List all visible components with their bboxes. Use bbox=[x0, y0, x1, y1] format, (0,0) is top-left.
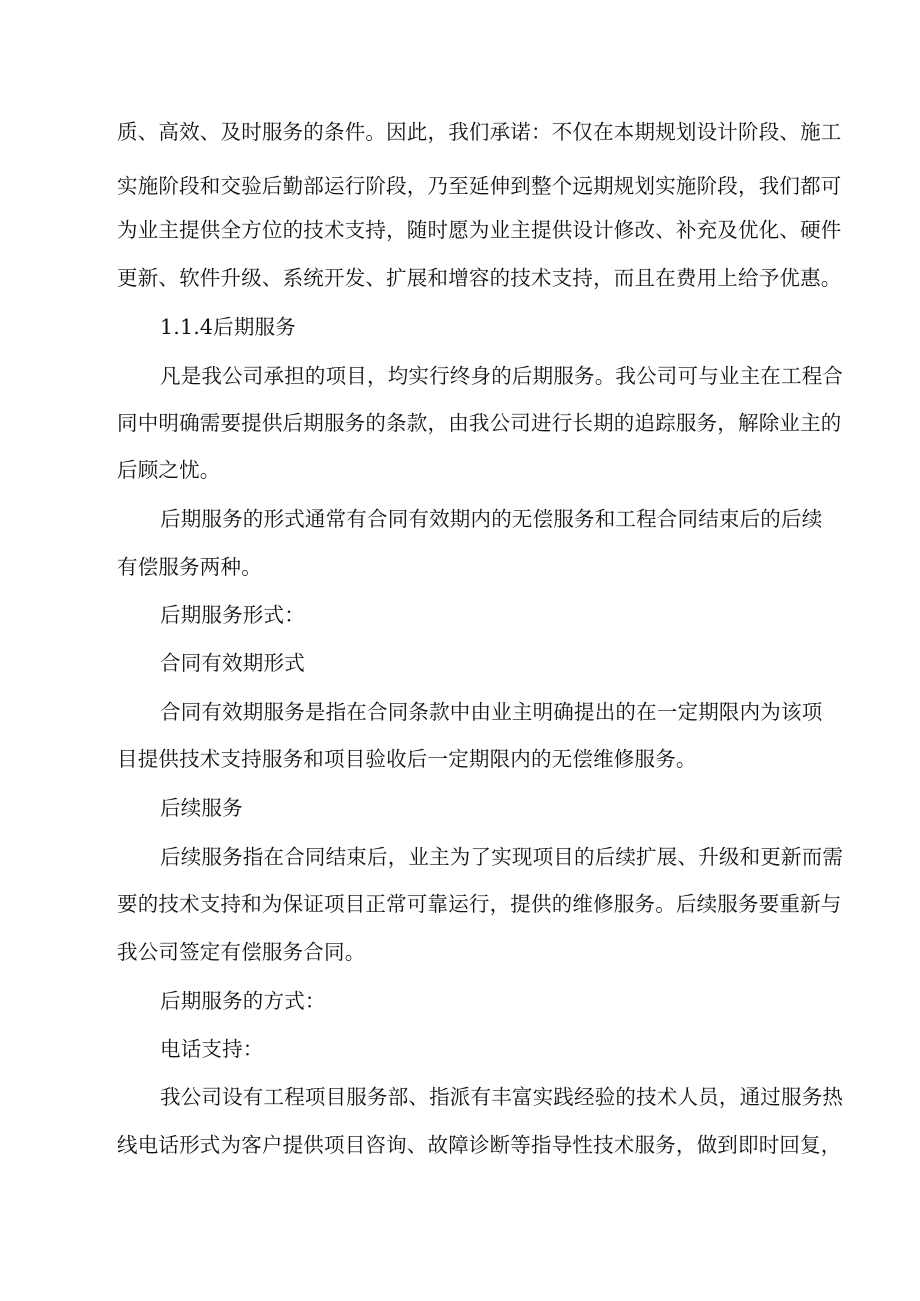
text-line: 同中明确需要提供后期服务的条款，由我公司进行长期的追踪服务，解除业主的 bbox=[117, 411, 842, 435]
text-line: 更新、软件升级、系统开发、扩展和增容的技术支持，而且在费用上给予优惠。 bbox=[117, 266, 842, 290]
text-line: 线电话形式为客户提供项目咨询、故障诊断等指导性技术服务，做到即时回复， bbox=[117, 1133, 842, 1157]
text-line: 质、高效、及时服务的条件。因此，我们承诺：不仅在本期规划设计阶段、施工 bbox=[117, 120, 842, 144]
text-line: 后顾之忧。 bbox=[117, 458, 221, 482]
text-line: 为业主提供全方位的技术支持，随时愿为业主提供设计修改、补充及优化、硬件 bbox=[117, 218, 842, 242]
text-line: 我公司签定有偿服务合同。 bbox=[117, 940, 366, 964]
text-line: 电话支持： bbox=[160, 1037, 264, 1061]
text-line: 后续服务指在合同结束后，业主为了实现项目的后续扩展、升级和更新而需 bbox=[160, 845, 844, 869]
text-line: 要的技术支持和为保证项目正常可靠运行，提供的维修服务。后续服务要重新与 bbox=[117, 892, 842, 916]
text-line: 合同有效期服务是指在合同条款中由业主明确提出的在一定期限内为该项 bbox=[160, 700, 823, 724]
text-line: 有偿服务两种。 bbox=[117, 555, 262, 579]
text-line: 后续服务 bbox=[160, 796, 243, 820]
text-line: 我公司设有工程项目服务部、指派有丰富实践经验的技术人员，通过服务热 bbox=[160, 1085, 844, 1109]
text-line: 凡是我公司承担的项目，均实行终身的后期服务。我公司可与业主在工程合 bbox=[160, 364, 844, 388]
section-heading: 1.1.4后期服务 bbox=[160, 315, 296, 339]
text-line: 目提供技术支持服务和项目验收后一定期限内的无偿维修服务。 bbox=[117, 747, 697, 771]
text-line: 后期服务的形式通常有合同有效期内的无偿服务和工程合同结束后的后续 bbox=[160, 507, 823, 531]
text-line: 实施阶段和交验后勤部运行阶段，乃至延伸到整个远期规划实施阶段，我们都可 bbox=[117, 174, 842, 198]
text-line: 合同有效期形式 bbox=[160, 651, 305, 675]
text-line: 后期服务形式： bbox=[160, 603, 305, 627]
text-line: 后期服务的方式： bbox=[160, 989, 326, 1013]
